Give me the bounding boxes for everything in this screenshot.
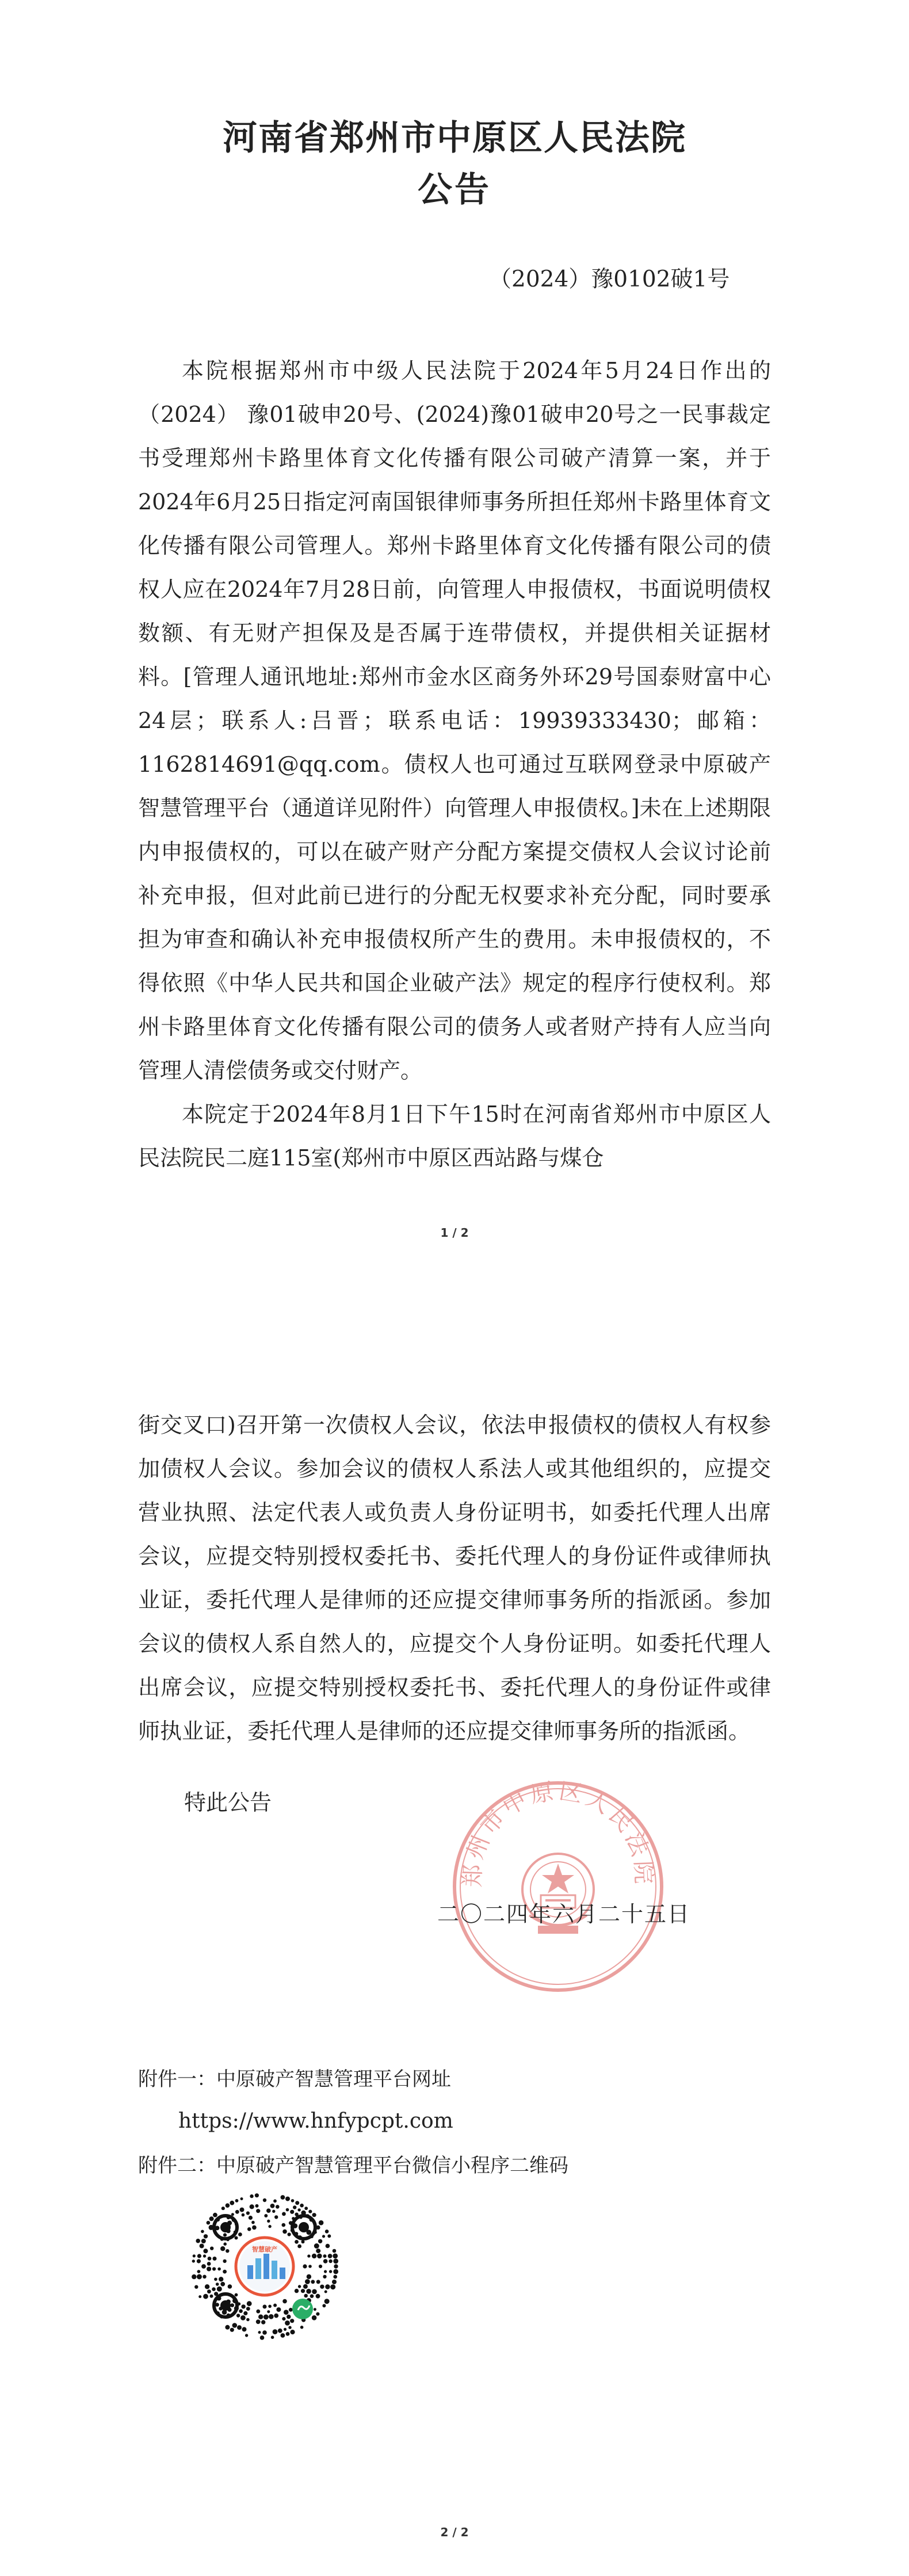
attachment-2-label: 附件二：中原破产智慧管理平台微信小程序二维码 [138,2154,568,2177]
court-name-heading: 河南省郑州市中原区人民法院 [223,118,686,158]
seal-text: 郑州市中原区人民法院 [459,1778,657,1888]
page-number-2: 2 / 2 [440,2525,469,2539]
paragraph-2-start: 本院定于2024年8月1日下午15时在河南省郑州市中原区人民法院民二庭115室(郑州市中原区西站路与煤仓 [138,1102,771,1171]
attachment-1-url[interactable]: https://www.hnfypcpt.com [178,2109,453,2133]
attachment-1-label: 附件一：中原破产智慧管理平台网址 [138,2068,451,2091]
paragraph-1: 本院根据郑州市中级人民法院于2024年5月24日作出的（2024） 豫01破申20号、(2024)豫01破申20号之一民事裁定书受理郑州卡路里体育文化传播有限公司破产清算一案，并于2024年6月25日指定河南国银律师事务所担任郑州卡路里体育文化传播有限公司管理人。郑州卡路里体育文化传播有限公司的债权人应在2024年7月28日前，向管理人申报债权，书面说明债权数额、有无财产担保及是否属于连带债权，并提供相关证据材料。[管理人通讯地址:郑州市金水区商务外环29号国泰财富中心24层；联系人:吕晋；联系电话：19939333430；邮箱：1162814691@qq.com。债权人也可通过互联网登录中原破产智慧管理平台（通道详见附件）向管理人申报债权。]未在上述期限内申报债权的，可以在破产财产分配方案提交债权人会议讨论前补充申报，但对此前已进行的分配无权要求补充分配，同时要承担为审查和确认补充申报债权所产生的费用。未申报债权的，不得依照《中华人民共和国企业破产法》规定的程序行使权利。郑州卡路里体育文化传播有限公司的债务人或者财产持有人应当向管理人清偿债务或交付财产。 [138,358,771,1083]
document-type-heading: 公告 [418,170,491,210]
announcement-body [138,349,771,1180]
page-2 [0,1288,909,2576]
announcement-body-continued [138,1403,771,1753]
issue-date: 二〇二四年六月二十五日 [437,1901,691,1927]
closing-text: 特此公告 [184,1790,272,1815]
wechat-miniprogram-qr-code [190,2192,339,2341]
case-number: （2024）豫0102破1号 [489,266,730,292]
wechat-miniprogram-icon [292,2299,313,2319]
paragraph-2-end: 街交叉口)召开第一次债权人会议，依法申报债权的债权人有权参加债权人会议。参加会议的债权人系法人或其他组织的，应提交营业执照、法定代表人或负责人身份证明书，如委托代理人出席会议，应提交特别授权委托书、委托代理人的身份证件或律师执业证，委托代理人是律师的还应提交律师事务所的指派函。参加会议的债权人系自然人的，应提交个人身份证明。如委托代理人出席会议，应提交特别授权委托书、委托代理人的身份证件或律师执业证，委托代理人是律师的还应提交律师事务所的指派函。 [138,1412,771,1744]
page-number: 1 / 2 [440,1226,469,1240]
court-seal-stamp [443,1771,673,2002]
qr-logo-text: 智慧破产 [252,2246,277,2253]
